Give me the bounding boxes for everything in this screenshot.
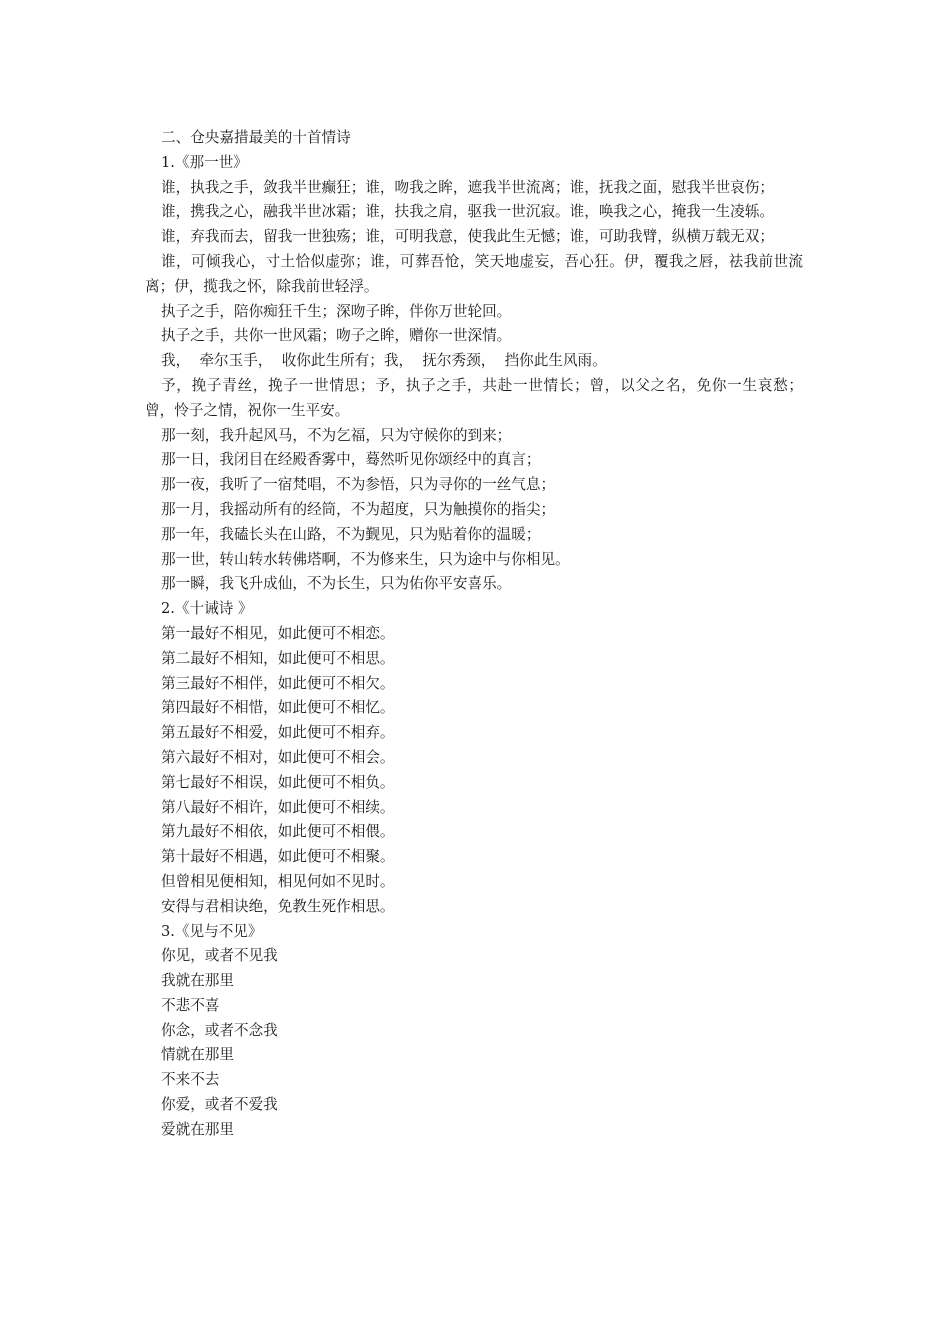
poem-2-title: 2.《十诫诗 》	[161, 600, 253, 618]
poem-1-title: 1.《那一世》	[161, 153, 248, 171]
poem-1-line: 那一夜，我听了一宿梵唱，不为参悟，只为寻你的一丝气息；	[161, 476, 556, 494]
poem-3-line: 我就在那里	[161, 972, 234, 990]
poem-2-line: 第九最好不相依，如此便可不相偎。	[161, 823, 395, 841]
poem-2-line: 第六最好不相对，如此便可不相会。	[161, 748, 395, 766]
poem-2-line: 第三最好不相伴，如此便可不相欠。	[161, 674, 395, 692]
poem-1-line: 那一月，我摇动所有的经筒，不为超度，只为触摸你的指尖；	[161, 500, 556, 518]
poem-3-line: 爱就在那里	[161, 1120, 234, 1138]
poem-1-line: 我， 牵尔玉手， 收你此生所有；我， 抚尔秀颈， 挡你此生风雨。	[161, 352, 607, 370]
poem-3-line: 你爱，或者不爱我	[161, 1096, 278, 1114]
poem-2-line: 第一最好不相见，如此便可不相恋。	[161, 624, 395, 642]
poem-1-line: 执子之手，陪你痴狂千生；深吻子眸，伴你万世轮回。	[161, 302, 512, 320]
poem-3-line: 情就在那里	[161, 1046, 234, 1064]
poem-1-paragraph: 谁，携我之心，融我半世冰霜；谁，扶我之肩，驱我一世沉寂。谁，唤我之心，掩我一生凌轹。	[161, 203, 774, 221]
poem-2-line: 安得与君相诀绝，免教生死作相思。	[161, 897, 395, 915]
poem-1-paragraph: 谁，弃我而去，留我一世独殇；谁，可明我意，使我此生无憾；谁，可助我臂，纵横万载无双；	[161, 228, 774, 246]
poem-2-line: 第十最好不相遇，如此便可不相聚。	[161, 848, 395, 866]
poem-2-line: 第二最好不相知，如此便可不相思。	[161, 649, 395, 667]
poem-2-line: 第七最好不相误，如此便可不相负。	[161, 773, 395, 791]
poem-1-line: 那一世，转山转水转佛塔啊，不为修来生，只为途中与你相见。	[161, 550, 570, 568]
poem-3-line: 不悲不喜	[161, 996, 220, 1014]
poem-3-line: 不来不去	[161, 1071, 220, 1089]
poem-3-line: 你念，或者不念我	[161, 1021, 278, 1039]
poem-3-line: 你见，或者不见我	[161, 947, 278, 965]
poem-1-line: 那一年，我磕长头在山路，不为觐见，只为贴着你的温暖；	[161, 525, 541, 543]
poem-1-line: 那一瞬，我飞升成仙，不为长生，只为佑你平安喜乐。	[161, 575, 512, 593]
section-heading: 二、仓央嘉措最美的十首情诗	[161, 129, 351, 146]
poem-1-paragraph: 予，挽子青丝，挽子一世情思；予，执子之手，共赴一世情长；曾，以父之名，免你一生哀愁；曾，怜子之情，祝你一生平安。	[145, 376, 803, 419]
poem-1-paragraph: 谁，可倾我心，寸土恰似虚弥；谁，可葬吾怆，笑天地虚妄，吾心狂。伊，覆我之唇，祛我前世流离；伊，揽我之怀，除我前世轻浮。	[145, 252, 803, 295]
poem-1-line: 执子之手，共你一世风霜；吻子之眸，赠你一世深情。	[161, 327, 512, 345]
poem-2-line: 第五最好不相爱，如此便可不相弃。	[161, 724, 395, 742]
document-page	[145, 126, 803, 1143]
poem-2-line: 第八最好不相许，如此便可不相续。	[161, 798, 395, 816]
poem-1-paragraph: 谁，执我之手，敛我半世癫狂；谁，吻我之眸，遮我半世流离；谁，抚我之面，慰我半世哀伤；	[161, 178, 774, 196]
poem-1-line: 那一日，我闭目在经殿香雾中，蓦然听见你颂经中的真言；	[161, 451, 541, 469]
poem-3-title: 3.《见与不见》	[161, 922, 263, 940]
poem-2-line: 但曾相见便相知，相见何如不见时。	[161, 872, 395, 890]
poem-2-line: 第四最好不相惜，如此便可不相忆。	[161, 699, 395, 717]
poem-1-line: 那一刻，我升起风马，不为乞福，只为守候你的到来；	[161, 426, 512, 444]
